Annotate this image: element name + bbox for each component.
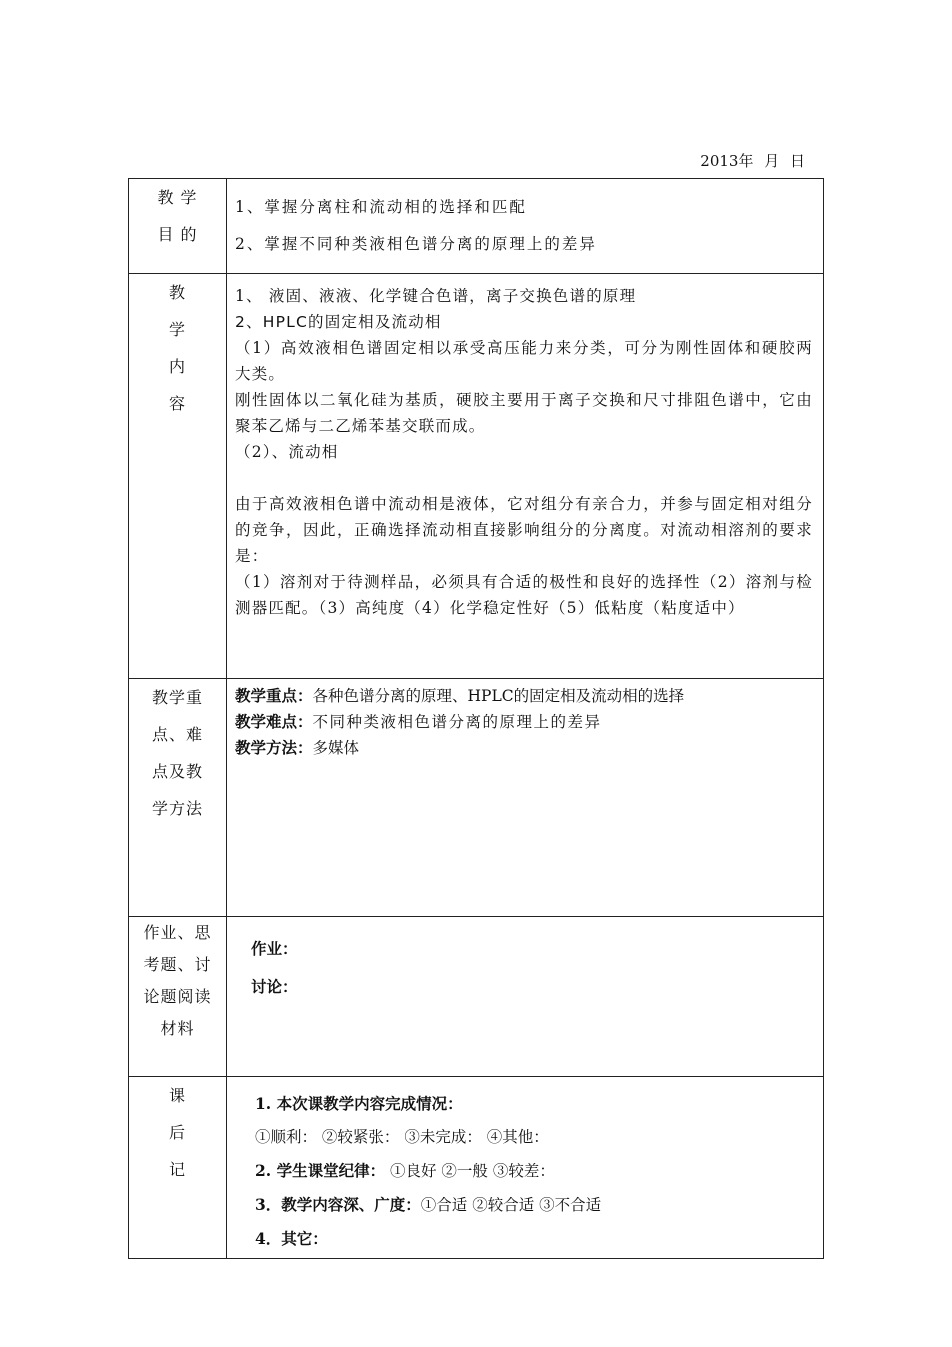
post-notes-label — [129, 1077, 227, 1259]
key-points-content — [227, 679, 824, 917]
date-line: 2013年 月 日 — [700, 152, 805, 170]
homework-field-label: 作业： — [251, 939, 298, 958]
content-body — [227, 274, 824, 679]
post-notes-content — [227, 1077, 824, 1259]
depth-options: ①合适 ②较合适 ③不合适 — [420, 1196, 602, 1214]
difficulty-value: 不同种类液相色谱分离的原理上的差异 — [312, 713, 602, 731]
homework-content — [227, 917, 824, 1077]
label-line: 材料 — [160, 1019, 195, 1038]
label-line: 学 — [168, 320, 186, 339]
method-value: 多媒体 — [312, 739, 360, 757]
label-line: 记 — [168, 1160, 186, 1179]
label-line: 后 — [168, 1123, 186, 1142]
emphasis-value: 各种色谱分离的原理、HPLC的固定相及流动相的选择 — [312, 687, 685, 705]
post-notes-row — [129, 1077, 824, 1259]
content-line: 1、 液固、液液、化学键合色谱，离子交换色谱的原理 — [235, 287, 637, 305]
content-line: 刚性固体以二氧化硅为基质，硬胶主要用于离子交换和尺寸排阻色谱中，它由聚苯乙烯与二乙烯苯基交联而成。 — [235, 391, 813, 435]
method-label: 教学方法： — [235, 738, 313, 757]
label-line: 教学重 — [151, 688, 203, 707]
label-line: 论题阅读 — [143, 987, 212, 1006]
emphasis-line — [235, 683, 815, 709]
emphasis-label: 教学重点： — [235, 686, 313, 705]
label-line: 教 — [168, 283, 186, 302]
key-points-row — [129, 679, 824, 917]
homework-row — [129, 917, 824, 1077]
objectives-row — [129, 179, 824, 274]
label-line: 考题、讨 — [143, 955, 212, 974]
discussion-field-label: 讨论： — [251, 977, 298, 996]
lesson-plan-table — [128, 178, 824, 1259]
objective-item: 2、掌握不同种类液相色谱分离的原理上的差异 — [235, 235, 597, 253]
label-line: 目 的 — [157, 225, 198, 244]
discipline-question: 2. 学生课堂纪律： — [255, 1161, 386, 1180]
label-line: 教 学 — [157, 188, 198, 207]
label-line: 课 — [168, 1086, 186, 1105]
difficulty-line — [235, 709, 815, 735]
label-line: 学方法 — [151, 799, 203, 818]
objectives-label — [129, 179, 227, 274]
label-line: 点、难 — [151, 725, 203, 744]
objectives-content — [227, 179, 824, 274]
method-line — [235, 735, 815, 761]
content-row — [129, 274, 824, 679]
content-line: 2、HPLC的固定相及流动相 — [235, 313, 442, 331]
label-line: 内 — [168, 357, 186, 376]
depth-question: 3．教学内容深、广度： — [255, 1195, 421, 1214]
content-line: （2）、流动相 — [235, 443, 339, 461]
discipline-options: ①良好 ②一般 ③较差： — [385, 1162, 555, 1180]
label-line: 作业、思 — [143, 923, 212, 942]
key-points-label — [129, 679, 227, 917]
content-line: （1）高效液相色谱固定相以承受高压能力来分类，可分为刚性固体和硬胶两大类。 — [235, 339, 813, 383]
content-label — [129, 274, 227, 679]
objective-item: 1、掌握分离柱和流动相的选择和匹配 — [235, 198, 527, 216]
label-line: 容 — [168, 394, 186, 413]
content-line: （1）溶剂对于待测样品，必须具有合适的极性和良好的选择性（2）溶剂与检测器匹配。（3）高纯度（4）化学稳定性好（5）低粘度（粘度适中） — [235, 573, 813, 617]
completion-options: ①顺利： ②较紧张： ③未完成： ④其他： — [255, 1128, 549, 1146]
other-question: 4．其它： — [255, 1229, 328, 1248]
content-line: 由于高效液相色谱中流动相是液体，它对组分有亲合力，并参与固定相对组分的竞争，因此，正确选择流动相直接影响组分的分离度。对流动相溶剂的要求是： — [235, 495, 813, 565]
homework-label — [129, 917, 227, 1077]
content-gap — [235, 465, 813, 491]
difficulty-label: 教学难点： — [235, 712, 313, 731]
label-line: 点及教 — [151, 762, 203, 781]
completion-question: 1. 本次课教学内容完成情况： — [255, 1094, 463, 1113]
